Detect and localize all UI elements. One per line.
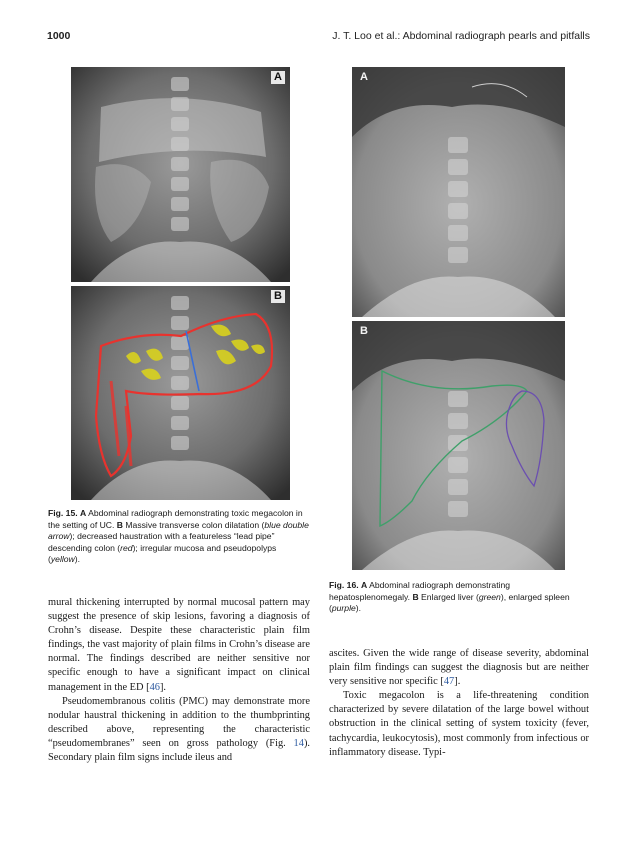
fig15-panel-a-label: A [271, 71, 285, 84]
fig16-caption-text-3: ), enlarged spleen ( [329, 591, 570, 614]
left-paragraph-2 [48, 695, 310, 765]
fig16-caption-label: Fig. 16. [329, 580, 359, 590]
fig15-caption-red: red [120, 542, 133, 553]
fig16-caption [329, 580, 589, 615]
fig15-caption-text-5: ). [74, 554, 81, 565]
left-p1-text: mural thickening interrupted by normal mucosal pattern may suggest the presence of skip lesions, favoring a diagnosis of Crohn’s disease. Despite these characteristic plain film findings, the vast majority of plain films in Crohn’s disease are normal. The findings described are neither sensitive nor specific enough to have a significant impact on clinical management in the ED [ [48, 597, 310, 693]
left-p2-text-b: ). Secondary plain film signs include ileus and [48, 737, 310, 764]
fig16-caption-b: B [412, 591, 419, 602]
right-p1-text: ascites. Given the wide range of disease severity, abdominal plain film findings can suggest the diagnosis but are neither very sensitive nor specific [ [329, 648, 589, 688]
left-paragraph-1 [48, 596, 310, 695]
fig15-panel-b-radiograph [71, 286, 290, 500]
fig16-caption-purple: purple [331, 603, 356, 614]
fig15-caption [48, 508, 310, 566]
fig15-caption-text-2: Massive transverse colon dilatation ( [123, 519, 265, 530]
right-paragraph-2: Toxic megacolon is a life-threatening condition characterized by severe dilatation of the large bowel without obstruction in the clinical setting of system toxicity (fever, tachycardia, leukocytosis), most commonly from infectious or inflammatory disease. Typi- [329, 690, 589, 758]
fig15-panel-a-radiograph [71, 67, 290, 282]
fig15-caption-yellow: yellow [50, 554, 75, 565]
fig15-caption-b: B [116, 519, 124, 530]
right-body-column [329, 647, 589, 760]
fig15-caption-text-3: ); decreased haustration with a featureless “lead pipe” descending colon ( [48, 531, 275, 553]
fig15-caption-a: A [80, 508, 87, 518]
fig16-caption-a: A [361, 580, 368, 590]
fig15-panel-b-label: B [271, 290, 285, 303]
fig15-caption-text-1: Abdominal radiograph demonstrating toxic megacolon in the setting of UC. [48, 508, 303, 530]
fig16-caption-text-2: Enlarged liver ( [418, 591, 479, 602]
left-p2-text-a: Pseudomembranous colitis (PMC) may demonstrate more nodular haustral thickening in addition to the thumbprinting described above, representing the characteristic “pseudomembranes” seen on gross pathology (Fig. [48, 695, 310, 749]
left-body-column [48, 596, 310, 765]
fig16-caption-text-1: Abdominal radiograph demonstrating hepatosplenomegaly. [329, 580, 511, 602]
citation-link-47[interactable]: 47 [443, 676, 455, 688]
fig16-caption-green: green [478, 591, 501, 602]
right-p1-end: ]. [454, 676, 461, 688]
fig15-caption-label: Fig. 15. [48, 508, 78, 518]
left-p1-end: ]. [159, 681, 167, 693]
fig15-caption-text-4: ); irregular mucosa and pseudopolyps ( [48, 542, 277, 565]
fig16-caption-text-4: ). [355, 603, 362, 614]
right-paragraph-1 [329, 647, 589, 689]
fig16-panel-b-radiograph [352, 321, 565, 570]
fig16-panel-a-radiograph [352, 67, 565, 317]
fig15-caption-blue: blue double arrow [48, 519, 309, 542]
citation-link-46[interactable]: 46 [149, 681, 160, 693]
page-number: 1000 [47, 30, 71, 42]
running-title: J. T. Loo et al.: Abdominal radiograph pearls and pitfalls [332, 30, 590, 42]
fig16-panel-a-label: A [360, 71, 368, 83]
figure-link-14[interactable]: 14 [293, 737, 304, 749]
fig16-panel-b-label: B [360, 325, 368, 337]
